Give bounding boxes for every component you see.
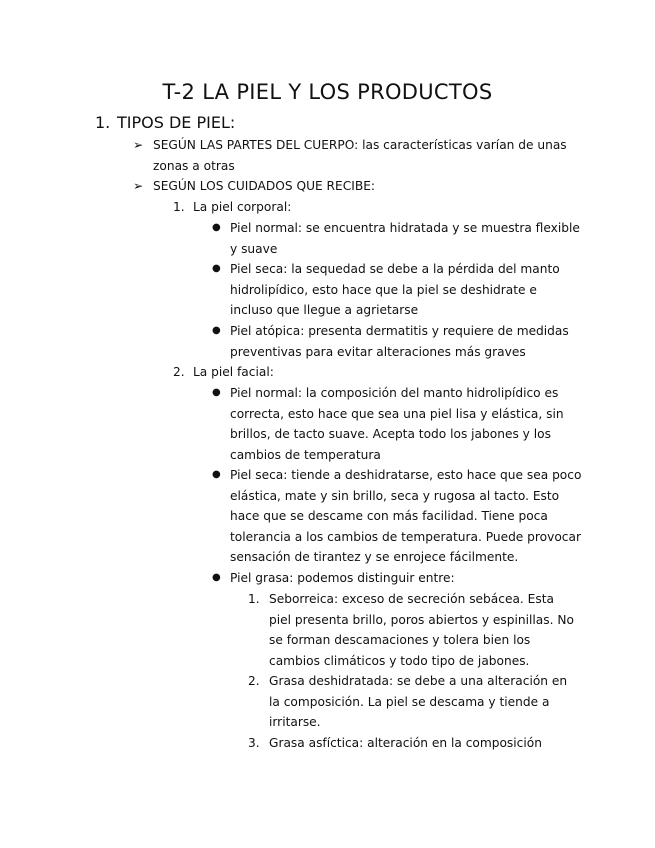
bullet-icon: ● <box>212 469 221 480</box>
list-item <box>212 383 582 465</box>
list-item-text: Piel seca: la sequedad se debe a la pérdida del manto hidrolipídico, esto hace que la piel se deshidrate e incluso que llegue a agrietarse <box>230 262 560 317</box>
subsection-number: 2. <box>173 365 185 379</box>
list-item-text: Piel atópica: presenta dermatitis y requiere de medidas preventivas para evitar alteraciones más graves <box>230 324 569 359</box>
item-number: 1. <box>248 592 260 606</box>
list-item-text: Piel normal: la composición del manto hidrolipídico es correcta, esto hace que sea una piel lisa y elástica, sin brillos, de tacto suave. Acepta todo los jabones y los cambios de temperatura <box>230 386 564 462</box>
bullet-icon: ● <box>212 325 221 336</box>
bullet-icon: ● <box>212 222 221 233</box>
numbered-item <box>248 733 578 754</box>
list-item <box>212 259 582 321</box>
list-item-text: Piel grasa: podemos distinguir entre: <box>230 571 455 585</box>
item-number: 2. <box>248 674 260 688</box>
list-item-text: Piel seca: tiende a deshidratarse, esto hace que sea poco elástica, mate y sin brillo, seca y rugosa al tacto. Esto hace que se descame con más facilidad. Tiene poca tolerancia a los cambios de temperatura. Puede provocar sensación de tirantez y se enrojece fácilmente. <box>230 468 582 564</box>
bullet-icon: ● <box>212 387 221 398</box>
item-number: 3. <box>248 736 260 750</box>
numbered-item <box>248 589 578 671</box>
subsection-number: 1. <box>173 200 185 214</box>
section-number: 1. <box>95 113 111 132</box>
numbered-item <box>248 671 578 733</box>
bullet-icon: ● <box>212 263 221 274</box>
section-label: TIPOS DE PIEL: <box>117 113 236 132</box>
arrow-bullet-icon: ➢ <box>133 138 144 152</box>
section-heading <box>95 113 235 132</box>
numbered-item-text: Grasa asfíctica: alteración en la composición <box>269 736 542 750</box>
arrow-item <box>133 176 583 197</box>
arrow-item-text: SEGÚN LOS CUIDADOS QUE RECIBE: <box>153 179 375 193</box>
arrow-bullet-icon: ➢ <box>133 179 144 193</box>
bullet-icon: ● <box>212 572 221 583</box>
subsection-heading <box>173 197 291 218</box>
list-item <box>212 568 582 589</box>
subsection-heading <box>173 362 274 383</box>
subsection-label: La piel facial: <box>193 365 274 379</box>
arrow-item <box>133 135 583 176</box>
list-item <box>212 321 582 362</box>
list-item-text: Piel normal: se encuentra hidratada y se muestra flexible y suave <box>230 221 580 256</box>
numbered-item-text: Grasa deshidratada: se debe a una alteración en la composición. La piel se descama y tiende a irritarse. <box>269 674 568 729</box>
subsection-label: La piel corporal: <box>193 200 292 214</box>
list-item <box>212 218 582 259</box>
list-item <box>212 465 582 568</box>
numbered-item-text: Seborreica: exceso de secreción sebácea. Esta piel presenta brillo, poros abiertos y espinillas. No se forman descamaciones y tolera bien los cambios climáticos y todo tipo de jabones. <box>269 592 574 668</box>
page-title: T-2 LA PIEL Y LOS PRODUCTOS <box>162 80 493 104</box>
arrow-item-text: SEGÚN LAS PARTES DEL CUERPO: las características varían de unas zonas a otras <box>153 138 567 173</box>
